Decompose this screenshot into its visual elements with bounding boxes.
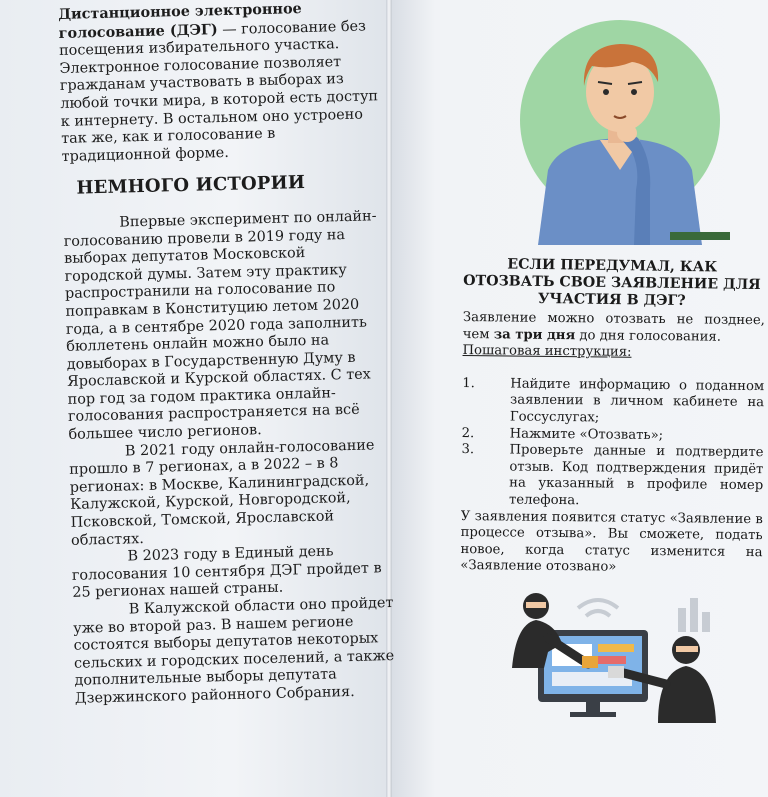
right-text-block — [460, 310, 765, 578]
history-paragraph-3: В 2023 году в Единый день голосования 10 сентября ДЭГ пройдет в 25 регионах нашей страны. — [71, 543, 382, 602]
step-text: Найдите информацию о поданном заявлении в личном кабинете на Госсуслугах; — [509, 376, 765, 426]
intro-title: Дистанционное электронное голосование (ДЭГ) — [58, 0, 302, 42]
left-text-block — [58, 0, 397, 708]
step-1 — [462, 376, 765, 429]
step-number: 3. — [461, 442, 475, 458]
status-text: У заявления появится статус «Заявление в процессе отзыва». Вы сможете, подать новое, когда статус изменится на «Заявление отозвано» — [460, 508, 763, 575]
step-number: 2. — [461, 425, 475, 441]
step-text: Проверьте данные и подтвердите отзыв. Код подтверждения придёт на указанный в профиле номер телефона. — [508, 442, 764, 509]
hackers-illustration — [508, 588, 728, 723]
deadline-bold: за три дня — [493, 326, 576, 343]
intro-paragraph — [58, 0, 384, 166]
intro-rest: — голосование без посещения избирательного участка. Электронное голосование позволяет гражданам участвовать в выборах из любой точки мира, в которой есть доступ к интернету. В остальном оно устроено так же, как и голосование в традиционной форме. — [58, 18, 379, 165]
step-3 — [461, 442, 764, 512]
history-heading: НЕМНОГО ИСТОРИИ — [76, 172, 306, 199]
history-paragraph-2: В 2021 году онлайн-голосование прошло в 7 регионах, а в 2022 – в 8 регионах: в Москве, Калининградской, Калужской, Курской, Новгородской, Псковской, Томской, Ярославской областях. — [69, 437, 375, 549]
history-paragraph-4: В Калужской области оно пройдет уже во второй раз. В нашем регионе состоятся выборы депутатов некоторых сельских и городских поселений, а также дополнительные выборы депутата Дзержинского районного Собрания. — [73, 594, 395, 707]
instructions-label: Пошаговая инструкция: — [462, 343, 632, 360]
step-number: 1. — [462, 375, 475, 391]
hand-icon — [617, 124, 637, 142]
right-title: ЕСЛИ ПЕРЕДУМАЛ, КАК ОТОЗВАТЬ СВОЕ ЗАЯВЛЕНИЕ ДЛЯ УЧАСТИЯ В ДЭГ? — [463, 256, 761, 310]
revoke-deadline-text: Заявление можно отозвать не позднее, чем за три дня до дня голосования. — [462, 310, 765, 345]
step-text: Нажмите «Отозвать»; — [509, 426, 664, 443]
history-paragraph-1: Впервые эксперимент по онлайн-голосованию провели в 2019 году на выборах депутатов Московской городской думы. Затем эту практику распространили на голосование по поправкам в Конституцию летом 2020 года, а в сентябре 2020 года заполнить бюллетень онлайн можно было на довыборах в Государственную Думу в Ярославской и Курской областях. С тех пор год за годом практика онлайн-голосования распространяется на всё большее число регионов. — [63, 208, 377, 443]
thinking-man-illustration — [500, 20, 740, 245]
